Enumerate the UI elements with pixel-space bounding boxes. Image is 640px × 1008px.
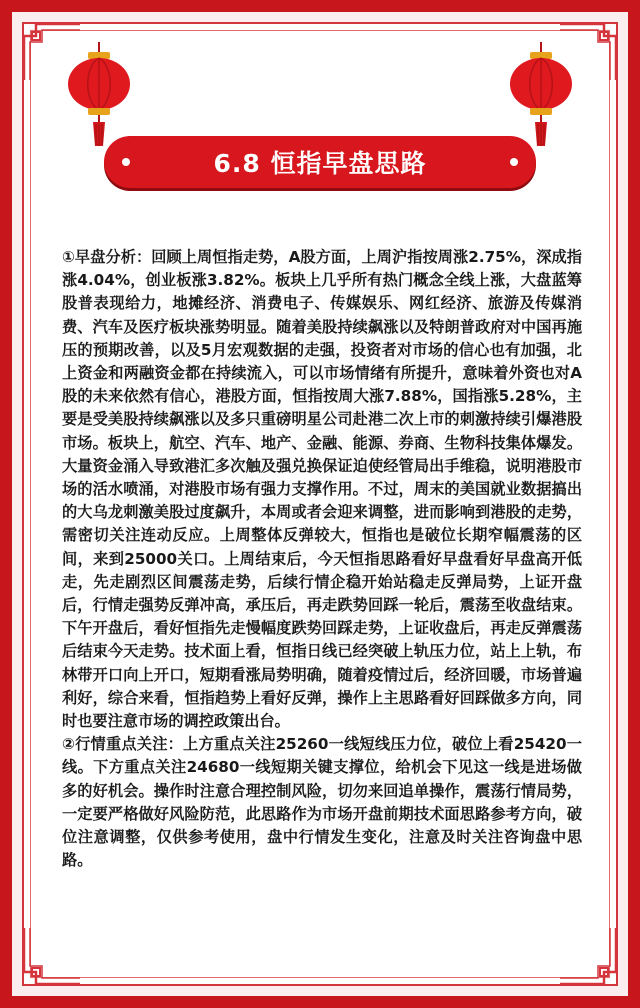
article-body — [62, 246, 582, 872]
page-title: 6.8 恒指早盘思路 — [213, 149, 427, 178]
lantern-icon — [506, 42, 576, 150]
corner-ornament-icon — [558, 926, 618, 986]
paragraph-morning-analysis: ①早盘分析：回顾上周恒指走势，A股方面，上周沪指按周涨2.75%，深成指涨4.04%，创业板涨3.82%。板块上几乎所有热门概念全线上涨，大盘蓝筹股普表现给力，地摊经济、消费电子、传媒娱乐、网红经济、旅游及传媒消费、汽车及医疗板块涨势明显。随着美股持续飙涨以及特朗普政府对中国再施压的预期改善，以及5月宏观数据的走强，投资者对市场的信心也有加强，北上资金和两融资金都在持续流入，可以市场情绪有所提升，意味着外资也对A股的未来依然有信心，港股方面，恒指按周大涨7.88%，国指涨5.28%，主要是受美股持续飙涨以及多只重磅明星公司赴港二次上市的刺激持续引爆港股市场。板块上，航空、汽车、地产、金融、能源、券商、生物科技集体爆发。大量资金涌入导致港汇多次触及强兑换保证迫使经管局出手维稳，说明港股市场的活水喷涌，对港股市场有强力支撑作用。不过，周末的美国就业数据搞出的大乌龙刺激美股过度飙升，本周或者会迎来调整，进而影响到港股的走势，需密切关注连动反应。上周整体反弹较大，恒指也是破位长期窄幅震荡的区间，来到25000关口。上周结束后，今天恒指思路看好早盘看好早盘高开低走，先走剧烈区间震荡走势，后续行情企稳开始站稳走反弹局势，上证开盘后，行情走强势反弹冲高，承压后，再走跌势回踩一轮后，震荡至收盘结束。下午开盘后，看好恒指先走慢幅度跌势回踩走势，上证收盘后，再走反弹震荡后结束今天走势。技术面上看，恒指日线已经突破上轨压力位，站上上轨，布林带开口向上开口，短期看涨局势明确，随着疫情过后，经济回暖，市场普遍利好，综合来看，恒指趋势上看好反弹，操作上主思路看好回踩做多方向，同时也要注意市场的调控政策出台。 — [62, 248, 582, 731]
lantern-icon — [64, 42, 134, 150]
corner-ornament-icon — [22, 926, 82, 986]
paragraph-key-levels: ②行情重点关注：上方重点关注25260一线短线压力位，破位上看25420一线。下方重点关注24680一线短期关键支撑位，给机会下见这一线是进场做多的好机会。操作时注意合理控制风险，切勿来回追单操作，震荡行情局势，一定要严格做好风险防范，此思路作为市场开盘前期技术面思路参考方向，破位注意调整，仅供参考使用，盘中行情发生变化，注意及时关注咨询盘中思路。 — [62, 735, 582, 870]
title-banner — [104, 136, 536, 188]
